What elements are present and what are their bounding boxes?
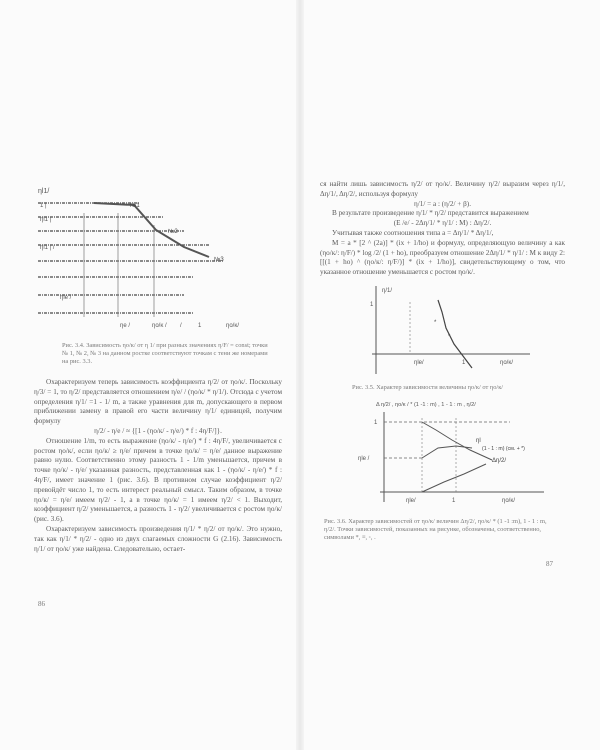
fig36-y-label-1: 1 — [374, 420, 378, 426]
left-body-text — [34, 378, 282, 554]
fig34-ticks — [84, 213, 154, 317]
right-formula-2: (E /е/ - 2Δη/1/ * η/1/ : M) : Δη/2/. — [393, 219, 492, 228]
fig34-caption: Рис. 3.4. Зависимость ηо/к/ от η 1/ при разных значениях η/F/ = const; точки № 1, № 2, № 3 на данном ростке соответствуют точкам с тени же номерами на рис. 3.3. — [62, 342, 268, 365]
fig36-y-label-2: ηle / — [358, 456, 370, 462]
fig34-marker-2: №2 — [168, 229, 178, 235]
fig34-y-label: ηl1/ — [38, 188, 50, 195]
fig35-y-label: η/1/ — [382, 288, 393, 294]
left-formula: η/2/ - η/е / ≈ {[1 - (ηо/к/ - η/е/) * f : 4η/F/]}. — [94, 426, 222, 435]
left-page-number: 86 — [38, 600, 45, 608]
fig36-curve-label-1: ηl — [476, 438, 481, 444]
fig36-curve-eta — [422, 422, 492, 460]
right-paragraph-2: В результате произведение η/1/ * η/2/ представится выражением — [332, 209, 529, 218]
fig36-curve-product — [422, 446, 472, 458]
figure-3-5 — [362, 282, 532, 382]
fig35-caption: Рис. 3.5. Характер зависимости величины ηо/к/ от ηо/к/ — [352, 384, 504, 391]
fig36-caption: Рис. 3.6. Характер зависимостей от ηо/к/ величин Δη/2/, ηо/к/ * (1 -1 :m), 1 - 1 : m, η/2/. Точки зависимостей, показанных на рисунке, обозначены, соответственно, символами *, ≡, ◦, . — [324, 518, 547, 541]
fig35-point-2: * — [448, 334, 451, 340]
figure-3-6 — [352, 398, 577, 516]
fig35-x-label-1: ηle/ — [414, 360, 424, 366]
fig36-curve-delta — [422, 464, 486, 492]
right-formula-1: η/1/ = a : (η/2/ + β). — [413, 199, 471, 208]
fig34-x-label-4: 1 — [198, 323, 202, 329]
fig35-x-label-3: ηo/κ/ — [500, 360, 514, 366]
figure-3-4 — [34, 185, 262, 335]
right-paragraph-3: Учитывая также соотношения типа a = Δη/1/ * Δη/1/, — [332, 228, 494, 237]
left-paragraph-3: Охарактеризуем зависимость произведения η/1/ * η/2/ от ηо/к/. Это нужно, так как η/1/ * η/2/ - одно из двух слагаемых сложности G (2.16). Зависимость η/1/ от ηо/к/ уже найдена. Следовательно, остает- — [34, 524, 282, 553]
fig36-x-label-3: ηo/κ/ — [502, 498, 516, 504]
fig34-row-label-1: 1 | — [40, 203, 47, 209]
fig34-row-label-4: ηl1 | / — [40, 245, 55, 251]
fig34-x-label-2: ηo/κ / — [152, 323, 167, 329]
fig36-curve-label-2: Δη/2/ — [492, 458, 507, 464]
fig35-point-1: * — [434, 320, 437, 326]
fig34-x-label-3: / — [180, 323, 182, 329]
fig35-x-label-2: 1 — [462, 360, 466, 366]
fig34-x-label-5: ηo/κ/ — [226, 323, 240, 329]
right-body-text — [320, 180, 565, 278]
fig36-top-label: Δ η/2/ , ηo/κ / * (1 -1 : m) , 1 - 1 : m , η/2/ — [376, 402, 476, 408]
right-paragraph-1: ся найти лишь зависимость η/2/ от ηо/к/. Величину η/2/ выразим через η/1/, Δη/1/, Δη/2/, используя формулу — [320, 180, 565, 198]
fig34-row-label-2: ηl1 | — [40, 217, 52, 223]
fig34-marker-1: №1 — [130, 203, 140, 209]
fig36-x-label-1: ηle/ — [406, 498, 416, 504]
fig35-y-tick: 1 — [370, 302, 374, 308]
fig34-x-label-1: ηe / — [120, 323, 131, 329]
right-page-number: 87 — [546, 560, 553, 568]
fig36-annotation: (1 - 1 : m) (см. + *) — [482, 446, 525, 452]
fig36-x-label-2: 1 — [452, 498, 456, 504]
fig34-marker-3: №3 — [214, 257, 224, 263]
left-paragraph-2: Отношение 1/m, то есть выражение (ηо/к/ - η/е/) * f : 4η/F/, увеличивается с ростом ηо/к/, если ηо/к/ ≥ η/е/ причем в точке ηо/к/ = η/е/ данное выражение равно нулю. Соответственно этому разность 1 - 1/m уменьшается, причем в точке ηо/к/ - η/е/ указанная разность, представленная как 1 - (ηо/к/ - η/е/) * f : 4η/F/, имеет значение 1 (рис. 3.6). В противном случае коэффициент η/2/ превойдёт число 1, то есть интерест реальный смысл. Таким образом, в точке ηо/к/ = η/е/ имеем η/2/ - 1, а в точке ηо/к/ = 1 имеем η/2/ < 1. Выходит, коэффициент η/2/ уменьшается, а разность 1 - η/2/ увеличивается с ростом ηо/к/ (рис. 3.6). — [34, 436, 282, 524]
left-paragraph-1: Охарактеризуем теперь зависимость коэффициента η/2/ от ηо/к/. Поскольку η/3/ = 1, то η/2/ представляется отношением η/е/ / (ηо/к/ * η/1/). Отсюда с учетом определения η/1/ =1 - 1/ m, а также уравнения для m, допускающего в первом приближении замену в правой его части величину η/1/ единицей, получим формулу — [34, 378, 282, 426]
right-paragraph-4: M = a * [2 ^ (2a)] * (ix + 1/ho) и формулу, определяющую величину a как (ηо/к/: η/F/) * log /2/ (1 + ho), преобразуем отношение 2Δη/1/ * η/1/ : M к виду 2: [[(1 + ho) ^ (ηо/к/: η/F/)] * (ix + 1/ho)], свидетельствующему о том, что указанное отношение уменьшается с ростом ηо/к/. — [320, 238, 565, 277]
fig34-row-label-7: ηle / — [60, 295, 72, 301]
fig34-curve — [94, 203, 209, 257]
fig35-curve — [438, 300, 472, 368]
book-gutter — [296, 0, 304, 750]
